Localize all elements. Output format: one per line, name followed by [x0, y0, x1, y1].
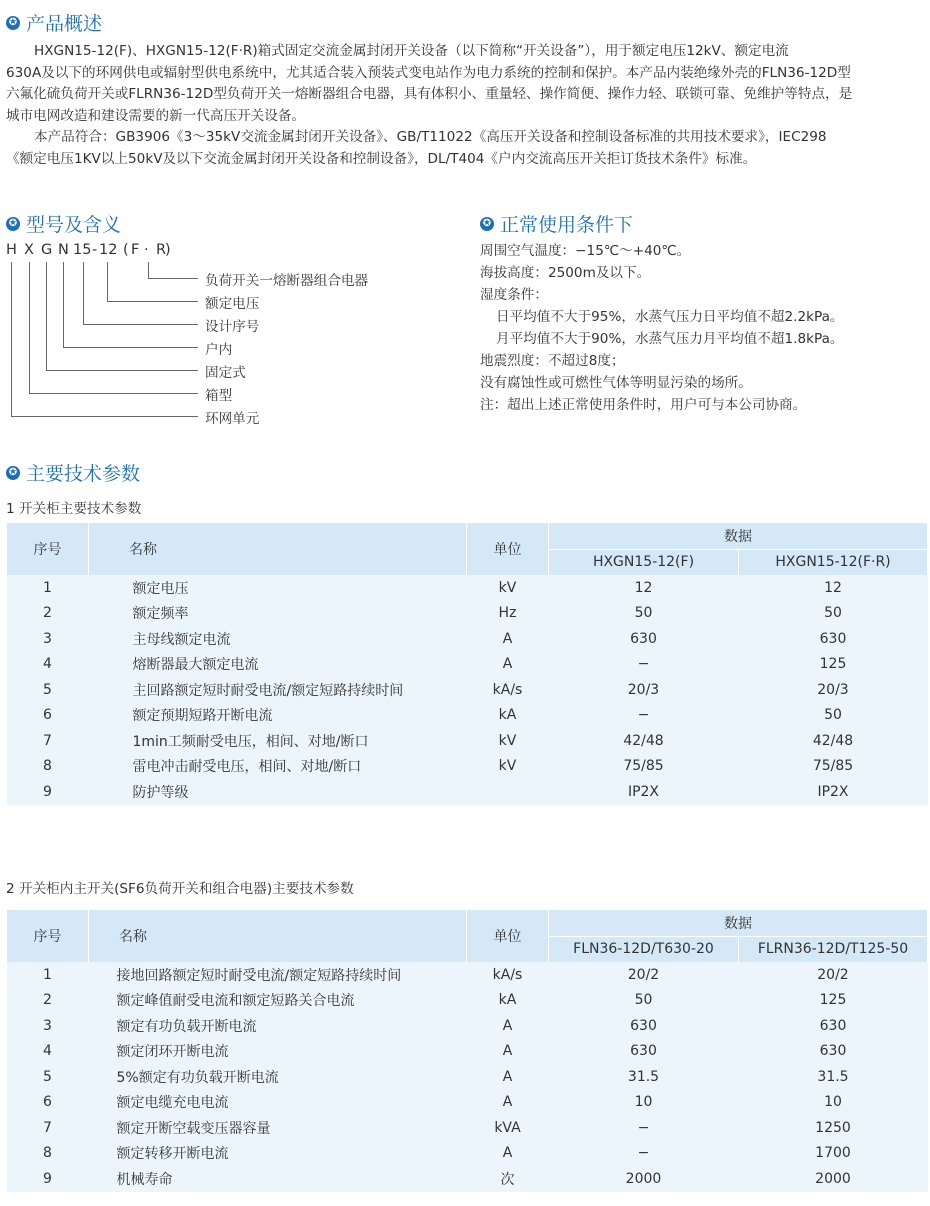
cell-value-2: 42/48 — [739, 728, 928, 754]
table-row — [7, 1166, 928, 1192]
table-row — [7, 728, 928, 754]
cell-unit: A — [467, 1013, 549, 1039]
header-col2: HXGN15-12(F·R) — [739, 549, 928, 575]
cell-no: 7 — [7, 1115, 89, 1141]
header-col1: FLN36-12D/T630-20 — [549, 936, 739, 962]
cell-unit: kA/s — [467, 962, 549, 988]
cell-unit: kVA — [467, 1115, 549, 1141]
cell-unit: A — [467, 1141, 549, 1167]
model-label: 负荷开关一熔断器组合电器 — [205, 273, 369, 289]
cell-value-1: 630 — [549, 1013, 739, 1039]
cell-no: 5 — [7, 1064, 89, 1090]
header-no: 序号 — [7, 910, 89, 962]
table1-caption: 1 开关柜主要技术参数 — [6, 501, 142, 517]
cell-value-1: − — [549, 652, 739, 678]
cell-value-2: 20/3 — [739, 677, 928, 703]
cell-value-1: 10 — [549, 1090, 739, 1116]
cell-no: 5 — [7, 677, 89, 703]
section-title-tech: ✪ 主要技术参数 — [6, 459, 140, 486]
cell-name: 熔断器最大额定电流 — [89, 652, 467, 678]
header-unit: 单位 — [467, 523, 549, 575]
cell-unit: A — [467, 652, 549, 678]
cell-value-1: 630 — [549, 1039, 739, 1065]
cell-no: 1 — [7, 962, 89, 988]
spec-table-1 — [6, 523, 928, 805]
table-row — [7, 1013, 928, 1039]
cell-unit: kV — [467, 575, 549, 601]
cell-name: 1min工频耐受电压，相间、对地/断口 — [89, 728, 467, 754]
cell-name: 机械寿命 — [89, 1166, 467, 1192]
cell-name: 额定电缆充电电流 — [89, 1090, 467, 1116]
cell-name: 额定预期短路开断电流 — [89, 703, 467, 729]
cell-value-2: 12 — [739, 575, 928, 601]
cell-value-1: 12 — [549, 575, 739, 601]
cell-value-1: IP2X — [549, 779, 739, 805]
table-row — [7, 626, 928, 652]
cell-name: 雷电冲击耐受电压，相间、对地/断口 — [89, 754, 467, 780]
cell-unit: A — [467, 626, 549, 652]
cell-value-2: 630 — [739, 1039, 928, 1065]
table-row — [7, 1115, 928, 1141]
cell-value-1: 20/2 — [549, 962, 739, 988]
table-row — [7, 962, 928, 988]
table-row — [7, 988, 928, 1014]
cell-no: 9 — [7, 1166, 89, 1192]
model-label: 固定式 — [205, 365, 246, 381]
cell-name: 额定频率 — [89, 601, 467, 627]
section-title-overview: ✪ 产品概述 — [6, 9, 102, 36]
cell-value-2: 1250 — [739, 1115, 928, 1141]
cell-no: 2 — [7, 601, 89, 627]
model-label: 设计序号 — [205, 319, 260, 335]
cell-value-1: 42/48 — [549, 728, 739, 754]
star-bullet-icon: ✪ — [6, 217, 20, 231]
cell-value-2: 75/85 — [739, 754, 928, 780]
cell-value-1: 31.5 — [549, 1064, 739, 1090]
cell-value-2: 10 — [739, 1090, 928, 1116]
table-row — [7, 1064, 928, 1090]
cell-no: 6 — [7, 1090, 89, 1116]
header-col1: HXGN15-12(F) — [549, 549, 739, 575]
table-row — [7, 601, 928, 627]
cell-value-2: 50 — [739, 703, 928, 729]
cell-value-1: 50 — [549, 988, 739, 1014]
cell-value-2: IP2X — [739, 779, 928, 805]
cell-value-1: 630 — [549, 626, 739, 652]
section-title-conditions: ✪ 正常使用条件下 — [480, 210, 633, 237]
header-name: 名称 — [89, 910, 467, 962]
cell-value-1: − — [549, 703, 739, 729]
table-row — [7, 652, 928, 678]
cell-unit: kV — [467, 728, 549, 754]
table-row — [7, 779, 928, 805]
table-row — [7, 575, 928, 601]
cell-value-2: 31.5 — [739, 1064, 928, 1090]
header-data: 数据 — [549, 910, 928, 936]
cell-no: 2 — [7, 988, 89, 1014]
cell-unit: A — [467, 1039, 549, 1065]
cell-name: 额定有功负载开断电流 — [89, 1013, 467, 1039]
model-label: 箱型 — [205, 388, 233, 404]
cell-value-2: 20/2 — [739, 962, 928, 988]
cell-value-1: 20/3 — [549, 677, 739, 703]
table-row — [7, 677, 928, 703]
spec-table-2 — [6, 910, 928, 1192]
cell-unit: kA — [467, 703, 549, 729]
cell-no: 3 — [7, 1013, 89, 1039]
cell-value-1: 75/85 — [549, 754, 739, 780]
cell-name: 5%额定有功负载开断电流 — [89, 1064, 467, 1090]
cell-value-2: 125 — [739, 652, 928, 678]
cell-no: 9 — [7, 779, 89, 805]
cell-value-1: − — [549, 1115, 739, 1141]
cell-name: 额定转移开断电流 — [89, 1141, 467, 1167]
star-bullet-icon: ✪ — [480, 217, 494, 231]
header-data: 数据 — [549, 523, 928, 549]
header-name: 名称 — [89, 523, 467, 575]
cell-name: 接地回路额定短时耐受电流/额定短路持续时间 — [89, 962, 467, 988]
cell-unit — [467, 779, 549, 805]
cell-name: 额定闭环开断电流 — [89, 1039, 467, 1065]
cell-name: 额定峰值耐受电流和额定短路关合电流 — [89, 988, 467, 1014]
table-row — [7, 703, 928, 729]
cell-no: 1 — [7, 575, 89, 601]
star-bullet-icon: ✪ — [6, 16, 20, 30]
cell-value-1: 2000 — [549, 1166, 739, 1192]
header-col2: FLRN36-12D/T125-50 — [739, 936, 928, 962]
cell-value-2: 630 — [739, 1013, 928, 1039]
table-row — [7, 1141, 928, 1167]
cell-value-2: 125 — [739, 988, 928, 1014]
table2-caption: 2 开关柜内主开关(SF6负荷开关和组合电器)主要技术参数 — [6, 881, 354, 897]
table-row — [7, 754, 928, 780]
cell-no: 4 — [7, 652, 89, 678]
cell-no: 6 — [7, 703, 89, 729]
model-label: 户内 — [205, 342, 233, 358]
cell-name: 额定电压 — [89, 575, 467, 601]
cell-no: 8 — [7, 754, 89, 780]
cell-no: 7 — [7, 728, 89, 754]
cell-unit: A — [467, 1064, 549, 1090]
cell-value-1: 50 — [549, 601, 739, 627]
cell-no: 3 — [7, 626, 89, 652]
cell-value-2: 50 — [739, 601, 928, 627]
table-row — [7, 1039, 928, 1065]
section-title-model: ✪ 型号及含义 — [6, 210, 121, 237]
cell-unit: kA/s — [467, 677, 549, 703]
overview-paragraph: HXGN15-12(F)、HXGN15-12(F·R)箱式固定交流金属封闭开关设备（以下简称“开关设备”），用于额定电压12kV、额定电流 630A及以下的环网供电或辐射型供电系统中，尤其适合装入预装式变电站作为电力系统的控制和保护。本产品内装绝缘外壳的FLN36-12D型 六氟化硫负荷开关或FLRN36-12D型负荷开关一熔断器组合电器，具有体积小、重量轻、操作简便、操作力轻、联锁可靠、免维护等特点，是 城市电网改造和建设需要的新一代高压开关设备。 本产品符合：GB3906《3～35kV交流金属封闭开关设备》、GB/T11022《高压开关设备和控制设备标准的共用技术要求》，IEC298 《额定电压1KV以上50kV及以下交流金属封闭开关设备和控制设备》，DL/T404《户内交流高压开关拒订货技术条件》标准。 — [6, 43, 853, 167]
cell-name: 主回路额定短时耐受电流/额定短路持续时间 — [89, 677, 467, 703]
cell-unit: kV — [467, 754, 549, 780]
cell-value-2: 2000 — [739, 1166, 928, 1192]
cell-value-2: 1700 — [739, 1141, 928, 1167]
cell-unit: 次 — [467, 1166, 549, 1192]
cell-name: 额定开断空载变压器容量 — [89, 1115, 467, 1141]
cell-value-2: 630 — [739, 626, 928, 652]
cell-no: 4 — [7, 1039, 89, 1065]
cell-name: 防护等级 — [89, 779, 467, 805]
star-bullet-icon: ✪ — [6, 466, 20, 480]
cell-unit: Hz — [467, 601, 549, 627]
cell-value-1: − — [549, 1141, 739, 1167]
table-row — [7, 1090, 928, 1116]
cell-name: 主母线额定电流 — [89, 626, 467, 652]
model-label: 环网单元 — [205, 411, 260, 427]
header-no: 序号 — [7, 523, 89, 575]
cell-no: 8 — [7, 1141, 89, 1167]
cell-unit: kA — [467, 988, 549, 1014]
model-label: 额定电压 — [205, 296, 260, 312]
header-unit: 单位 — [467, 910, 549, 962]
cell-unit: A — [467, 1090, 549, 1116]
